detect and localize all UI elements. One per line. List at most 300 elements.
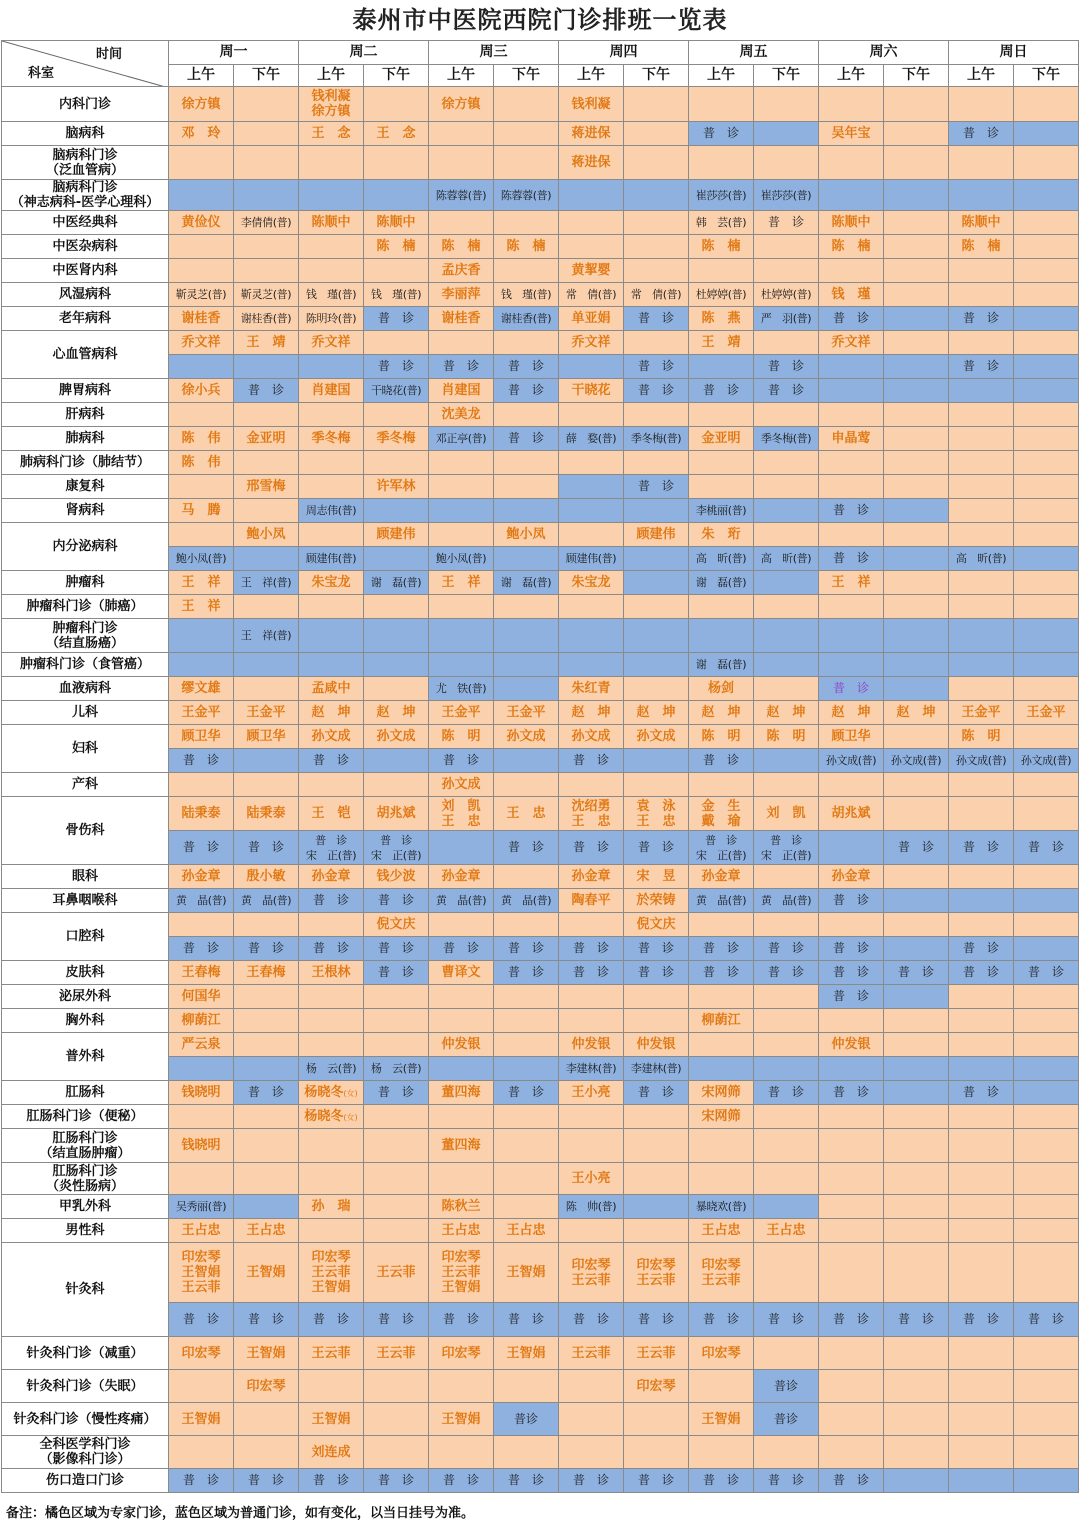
expert-clinic-cell [1014,1337,1079,1370]
expert-clinic-cell [1014,571,1079,595]
page-title: 泰州市中医院西院门诊排班一览表 [352,5,728,34]
expert-clinic-cell [884,1033,949,1057]
doctor-name-line: 胡兆斌 [831,806,871,821]
doctor-name [429,1312,493,1327]
schedule-row [2,283,1079,307]
doctor-name-line: 宋 正(普) [305,848,357,862]
doctor-name [299,705,363,720]
department-name [2,619,169,653]
expert-clinic-cell [624,1436,689,1469]
doctor-name [949,215,1013,230]
doctor-name [429,1223,493,1238]
doctor-name [559,1199,623,1214]
doctor-name-line: 钱 瑾(普) [305,288,357,301]
doctor-name [364,1085,428,1100]
expert-clinic-cell [364,146,429,180]
expert-clinic-cell [949,1105,1014,1129]
general-clinic-cell [169,653,234,677]
expert-clinic-cell [559,1436,624,1469]
general-clinic-cell [754,427,819,451]
doctor-name-line: 孙文成(普) [955,754,1007,767]
department-name [2,961,169,985]
expert-clinic-cell [754,865,819,889]
general-clinic-cell [949,122,1014,146]
doctor-name [299,833,363,863]
schedule-row [2,773,1079,797]
expert-clinic-cell [819,1403,884,1436]
expert-clinic-cell [819,1219,884,1243]
general-clinic-cell [559,619,624,653]
doctor-name-line: 顾建伟 [636,527,676,542]
doctor-name [299,893,363,908]
doctor-name [494,359,558,374]
expert-clinic-cell [494,403,559,427]
department-name [2,1105,169,1129]
doctor-name [819,681,883,696]
doctor-name [559,681,623,696]
expert-clinic-cell [429,235,494,259]
expert-clinic-cell [1014,331,1079,355]
doctor-name [624,1346,688,1361]
doctor-name [754,188,818,203]
expert-clinic-cell [559,211,624,235]
doctor-name-line: 赵 坤 [571,705,611,720]
general-clinic-cell [1014,307,1079,331]
general-clinic-cell [754,180,819,211]
schedule-row [2,725,1079,749]
general-clinic-cell [689,1303,754,1337]
expert-clinic-cell [754,1219,819,1243]
department-name [2,331,169,379]
doctor-name [689,893,753,908]
expert-clinic-cell [234,985,299,1009]
expert-clinic-cell [624,1337,689,1370]
expert-clinic-cell [1014,403,1079,427]
expert-clinic-cell [819,211,884,235]
doctor-name [689,1085,753,1100]
department-name [2,1009,169,1033]
doctor-name [819,989,883,1004]
expert-clinic-cell [819,595,884,619]
general-clinic-cell [754,749,819,773]
expert-clinic-cell [689,701,754,725]
doctor-name-line: 赵 坤 [896,705,936,720]
doctor-name-line: 王智娟 [441,1280,481,1295]
department-name-line: 眼科 [71,869,98,884]
schedule-row [2,259,1079,283]
doctor-name-line: 普 诊 [442,1473,479,1487]
doctor-name [169,1037,233,1052]
general-clinic-cell [494,889,559,913]
expert-clinic-cell [429,1337,494,1370]
expert-clinic-cell [234,1219,299,1243]
doctor-name-line: 顾建伟(普) [305,552,357,565]
expert-clinic-cell [1014,701,1079,725]
expert-clinic-cell [299,146,364,180]
general-clinic-cell [624,1303,689,1337]
doctor-name-line: 王占忠 [701,1223,741,1238]
doctor-name-line: 陈 明 [961,729,1001,744]
doctor-name-line: 王 靖 [701,335,741,350]
general-clinic-cell [754,1370,819,1403]
general-clinic-cell [1014,122,1079,146]
doctor-name [299,1250,363,1295]
doctor-name-line: 沈美龙 [441,407,481,422]
doctor-name [624,729,688,744]
expert-clinic-cell [299,677,364,701]
schedule-row [2,865,1079,889]
department-name-line: 针灸科门诊（慢性疼痛） [13,1411,157,1427]
expert-clinic-cell [754,1243,819,1303]
expert-clinic-cell [299,1033,364,1057]
department-name [2,985,169,1009]
expert-clinic-cell [494,331,559,355]
doctor-name-line: 王云菲 [376,1345,416,1361]
doctor-name-line: 王智娟 [441,1411,481,1427]
doctor-name-line: 普 诊 [247,1085,284,1099]
expert-clinic-cell [754,451,819,475]
doctor-name [299,1445,363,1460]
schedule-row [2,211,1079,235]
expert-clinic-cell [559,523,624,547]
department-name-line: 肿瘤科 [65,575,105,590]
expert-clinic-cell [299,1403,364,1436]
doctor-name [1014,705,1078,720]
doctor-name [689,1312,753,1327]
expert-clinic-cell [949,1370,1014,1403]
general-clinic-cell [884,1057,949,1081]
doctor-name [169,311,233,326]
expert-clinic-cell [169,1163,234,1195]
expert-clinic-cell [819,1129,884,1163]
schedule-row [2,797,1079,831]
general-clinic-cell [494,379,559,403]
doctor-name [169,965,233,980]
doctor-name-line: 普 诊 [637,479,674,493]
doctor-name [624,383,688,398]
expert-clinic-cell [624,1370,689,1403]
general-clinic-cell [689,1469,754,1493]
doctor-name-line: 黄 晶(普) [175,894,227,907]
expert-clinic-cell [429,331,494,355]
doctor-name-line: 孙文成 [311,729,351,744]
general-clinic-cell [559,547,624,571]
doctor-name [299,1412,363,1427]
expert-clinic-cell [624,1009,689,1033]
expert-clinic-cell [169,122,234,146]
doctor-name-line: 钱 瑾(普) [370,288,422,301]
doctor-name-line: 王智娟 [181,1265,221,1280]
doctor-name-line: 孙文成 [636,729,676,744]
expert-clinic-cell [494,475,559,499]
schedule-row [2,1436,1079,1469]
expert-clinic-cell [1014,475,1079,499]
expert-clinic-cell [1014,259,1079,283]
doctor-name-line: 钱利凝 [311,89,351,104]
doctor-name [429,188,493,203]
expert-clinic-cell [624,985,689,1009]
doctor-name-line: 普 诊 [247,1473,284,1487]
doctor-name-line: 普 诊 [380,833,412,847]
general-clinic-cell [624,831,689,865]
schedule-row [2,180,1079,211]
expert-clinic-cell [494,1009,559,1033]
doctor-name-line: 孙文成(普) [825,754,877,767]
doctor-name-line: 孙文成 [571,729,611,744]
doctor-name-line: 杨 云(普) [370,1062,422,1075]
doctor-name-line: 陈 楠 [506,239,546,254]
expert-clinic-cell [559,725,624,749]
general-clinic-cell [624,937,689,961]
doctor-name [689,126,753,141]
expert-clinic-cell [169,1105,234,1129]
pm-header: 下午 [364,65,429,87]
expert-clinic-cell [364,211,429,235]
expert-clinic-cell [494,1129,559,1163]
doctor-name-line: 董四海 [441,1085,481,1100]
doctor-name [689,311,753,326]
general-clinic-cell [364,749,429,773]
doctor-name [234,575,298,590]
expert-clinic-cell [169,773,234,797]
doctor-name [494,729,558,744]
doctor-name [299,1061,363,1076]
doctor-name-line: 谢桂香(普) [500,312,552,325]
general-clinic-cell [559,499,624,523]
expert-clinic-cell [299,571,364,595]
expert-clinic-cell [624,677,689,701]
expert-clinic-cell [1014,913,1079,937]
doctor-name-line: 普 诊 [832,1085,869,1099]
doctor-name-line: 普 诊 [897,1312,934,1326]
doctor-name [689,431,753,446]
expert-clinic-cell [234,1033,299,1057]
doctor-name [234,311,298,326]
general-clinic-cell [949,653,1014,677]
department-name-line: （炎性肠病） [45,1178,124,1194]
expert-clinic-cell [169,1403,234,1436]
general-clinic-cell [754,1403,819,1436]
doctor-name-line: 普 诊 [507,1473,544,1487]
expert-clinic-cell [429,475,494,499]
general-clinic-cell [819,961,884,985]
department-name-line: 脑病科门诊 [52,180,118,195]
doctor-name-line: 普 诊 [767,1085,804,1099]
expert-clinic-cell [819,451,884,475]
doctor-name-line: 普 诊 [770,833,802,847]
doctor-name [299,551,363,566]
doctor-name [429,287,493,302]
day-header: 周五 [689,41,819,65]
doctor-name [169,1412,233,1427]
expert-clinic-cell [819,259,884,283]
schedule-row [2,619,1079,653]
doctor-name-line: 王春梅 [246,965,286,980]
department-name-line: 风湿病科 [58,287,111,302]
expert-clinic-cell [884,403,949,427]
general-clinic-cell [884,937,949,961]
expert-clinic-cell [949,235,1014,259]
expert-clinic-cell [429,1105,494,1129]
doctor-name [754,1223,818,1238]
general-clinic-cell [754,571,819,595]
general-clinic-cell [364,180,429,211]
expert-clinic-cell [949,595,1014,619]
expert-clinic-cell [949,283,1014,307]
doctor-name-line: 普 诊 [767,383,804,397]
doctor-name-line: 何国华 [181,989,221,1004]
general-clinic-cell [429,1057,494,1081]
doctor-name [429,1199,493,1214]
doctor-name [689,681,753,696]
general-clinic-cell [689,571,754,595]
expert-clinic-cell [949,985,1014,1009]
expert-clinic-cell [689,1033,754,1057]
doctor-name [689,335,753,350]
expert-clinic-cell [819,122,884,146]
doctor-name [299,753,363,768]
doctor-name-line: 季冬梅 [376,431,416,446]
doctor-name-line: 季冬梅(普) [630,432,682,445]
doctor-name [754,1379,818,1394]
doctor-name-line: 靳灵芝(普) [175,288,227,301]
expert-clinic-cell [364,701,429,725]
department-name [2,1370,169,1403]
doctor-name-line: 普 诊 [962,1312,999,1326]
doctor-name [559,705,623,720]
department-name [2,122,169,146]
doctor-name-line: 普 诊 [377,311,414,325]
department-name [2,451,169,475]
time-label: 时间 [95,47,122,62]
general-clinic-cell [624,499,689,523]
doctor-name-line: 陈 楠 [961,239,1001,254]
expert-clinic-cell [299,307,364,331]
doctor-name-line: 普 诊 [507,840,544,854]
doctor-name [624,431,688,446]
doctor-name-line: 王金平 [181,705,221,720]
expert-clinic-cell [169,1009,234,1033]
expert-clinic-cell [624,1129,689,1163]
general-clinic-cell [1014,355,1079,379]
expert-clinic-cell [1014,1370,1079,1403]
general-clinic-cell [624,961,689,985]
general-clinic-cell [884,307,949,331]
doctor-name [169,806,233,821]
expert-clinic-cell [559,1403,624,1436]
expert-clinic-cell [624,913,689,937]
expert-clinic-cell [299,961,364,985]
expert-clinic-cell [364,523,429,547]
schedule-row [2,403,1079,427]
expert-clinic-cell [559,1105,624,1129]
general-clinic-cell [754,307,819,331]
doctor-name-line: 陈 楠 [376,239,416,254]
general-clinic-cell [559,1303,624,1337]
doctor-name [169,551,233,566]
doctor-name-line: 陈顺中 [376,215,416,230]
general-clinic-cell [494,355,559,379]
expert-clinic-cell [624,331,689,355]
doctor-name [689,1473,753,1488]
expert-clinic-cell [364,1195,429,1219]
doctor-name-line: 王云菲 [636,1272,676,1288]
expert-clinic-cell [819,1337,884,1370]
expert-clinic-cell [1014,499,1079,523]
expert-clinic-cell [364,1403,429,1436]
doctor-name [624,705,688,720]
doctor-name-line: 陈 明 [441,729,481,744]
doctor-name-line: 王 铠 [311,806,351,821]
doctor-name [1014,840,1078,855]
doctor-name-line: 韩 芸(普) [695,216,747,229]
expert-clinic-cell [689,1129,754,1163]
doctor-name [494,383,558,398]
doctor-name-line: 倪文庆 [376,917,416,932]
general-clinic-cell [624,547,689,571]
doctor-name-line: 徐小兵 [181,383,221,398]
doctor-name [364,893,428,908]
general-clinic-cell [299,831,364,865]
expert-clinic-cell [299,475,364,499]
general-clinic-cell [689,122,754,146]
expert-clinic-cell [689,1243,754,1303]
general-clinic-cell [559,961,624,985]
doctor-name-line: 王金平 [1026,705,1066,720]
doctor-name [364,833,428,863]
expert-clinic-cell [364,1370,429,1403]
doctor-name-line: 陈秋兰 [441,1199,481,1214]
expert-clinic-cell [299,865,364,889]
general-clinic-cell [234,1195,299,1219]
general-clinic-cell [819,499,884,523]
doctor-name-line: 陈 伟 [181,431,221,446]
pm-header: 下午 [884,65,949,87]
expert-clinic-cell [169,1243,234,1303]
general-clinic-cell [884,889,949,913]
doctor-name-line: 普 诊 [767,215,804,229]
general-clinic-cell [1014,937,1079,961]
general-clinic-cell [364,1081,429,1105]
expert-clinic-cell [689,427,754,451]
general-clinic-cell [754,355,819,379]
department-name [2,146,169,180]
expert-clinic-cell [299,701,364,725]
doctor-name-line: 王智娟 [311,1411,351,1427]
department-name-line: 肾病科 [65,503,105,518]
general-clinic-cell [494,571,559,595]
doctor-name-line: 王春梅 [181,965,221,980]
doctor-name-line: 谢 磊(普) [695,658,747,671]
department-name-line: 康复科 [65,479,105,494]
general-clinic-cell [494,547,559,571]
expert-clinic-cell [494,725,559,749]
expert-clinic-cell [169,677,234,701]
expert-clinic-cell [689,1219,754,1243]
expert-clinic-cell [754,1129,819,1163]
expert-clinic-cell [299,985,364,1009]
expert-clinic-cell [689,1163,754,1195]
doctor-name [494,893,558,908]
expert-clinic-cell [169,961,234,985]
doctor-name-line: 王 祥 [441,575,481,590]
doctor-name-line: 普 诊 [572,1473,609,1487]
general-clinic-cell [169,831,234,865]
expert-clinic-cell [754,595,819,619]
doctor-name [819,575,883,590]
doctor-name [234,215,298,230]
doctor-name [754,705,818,720]
